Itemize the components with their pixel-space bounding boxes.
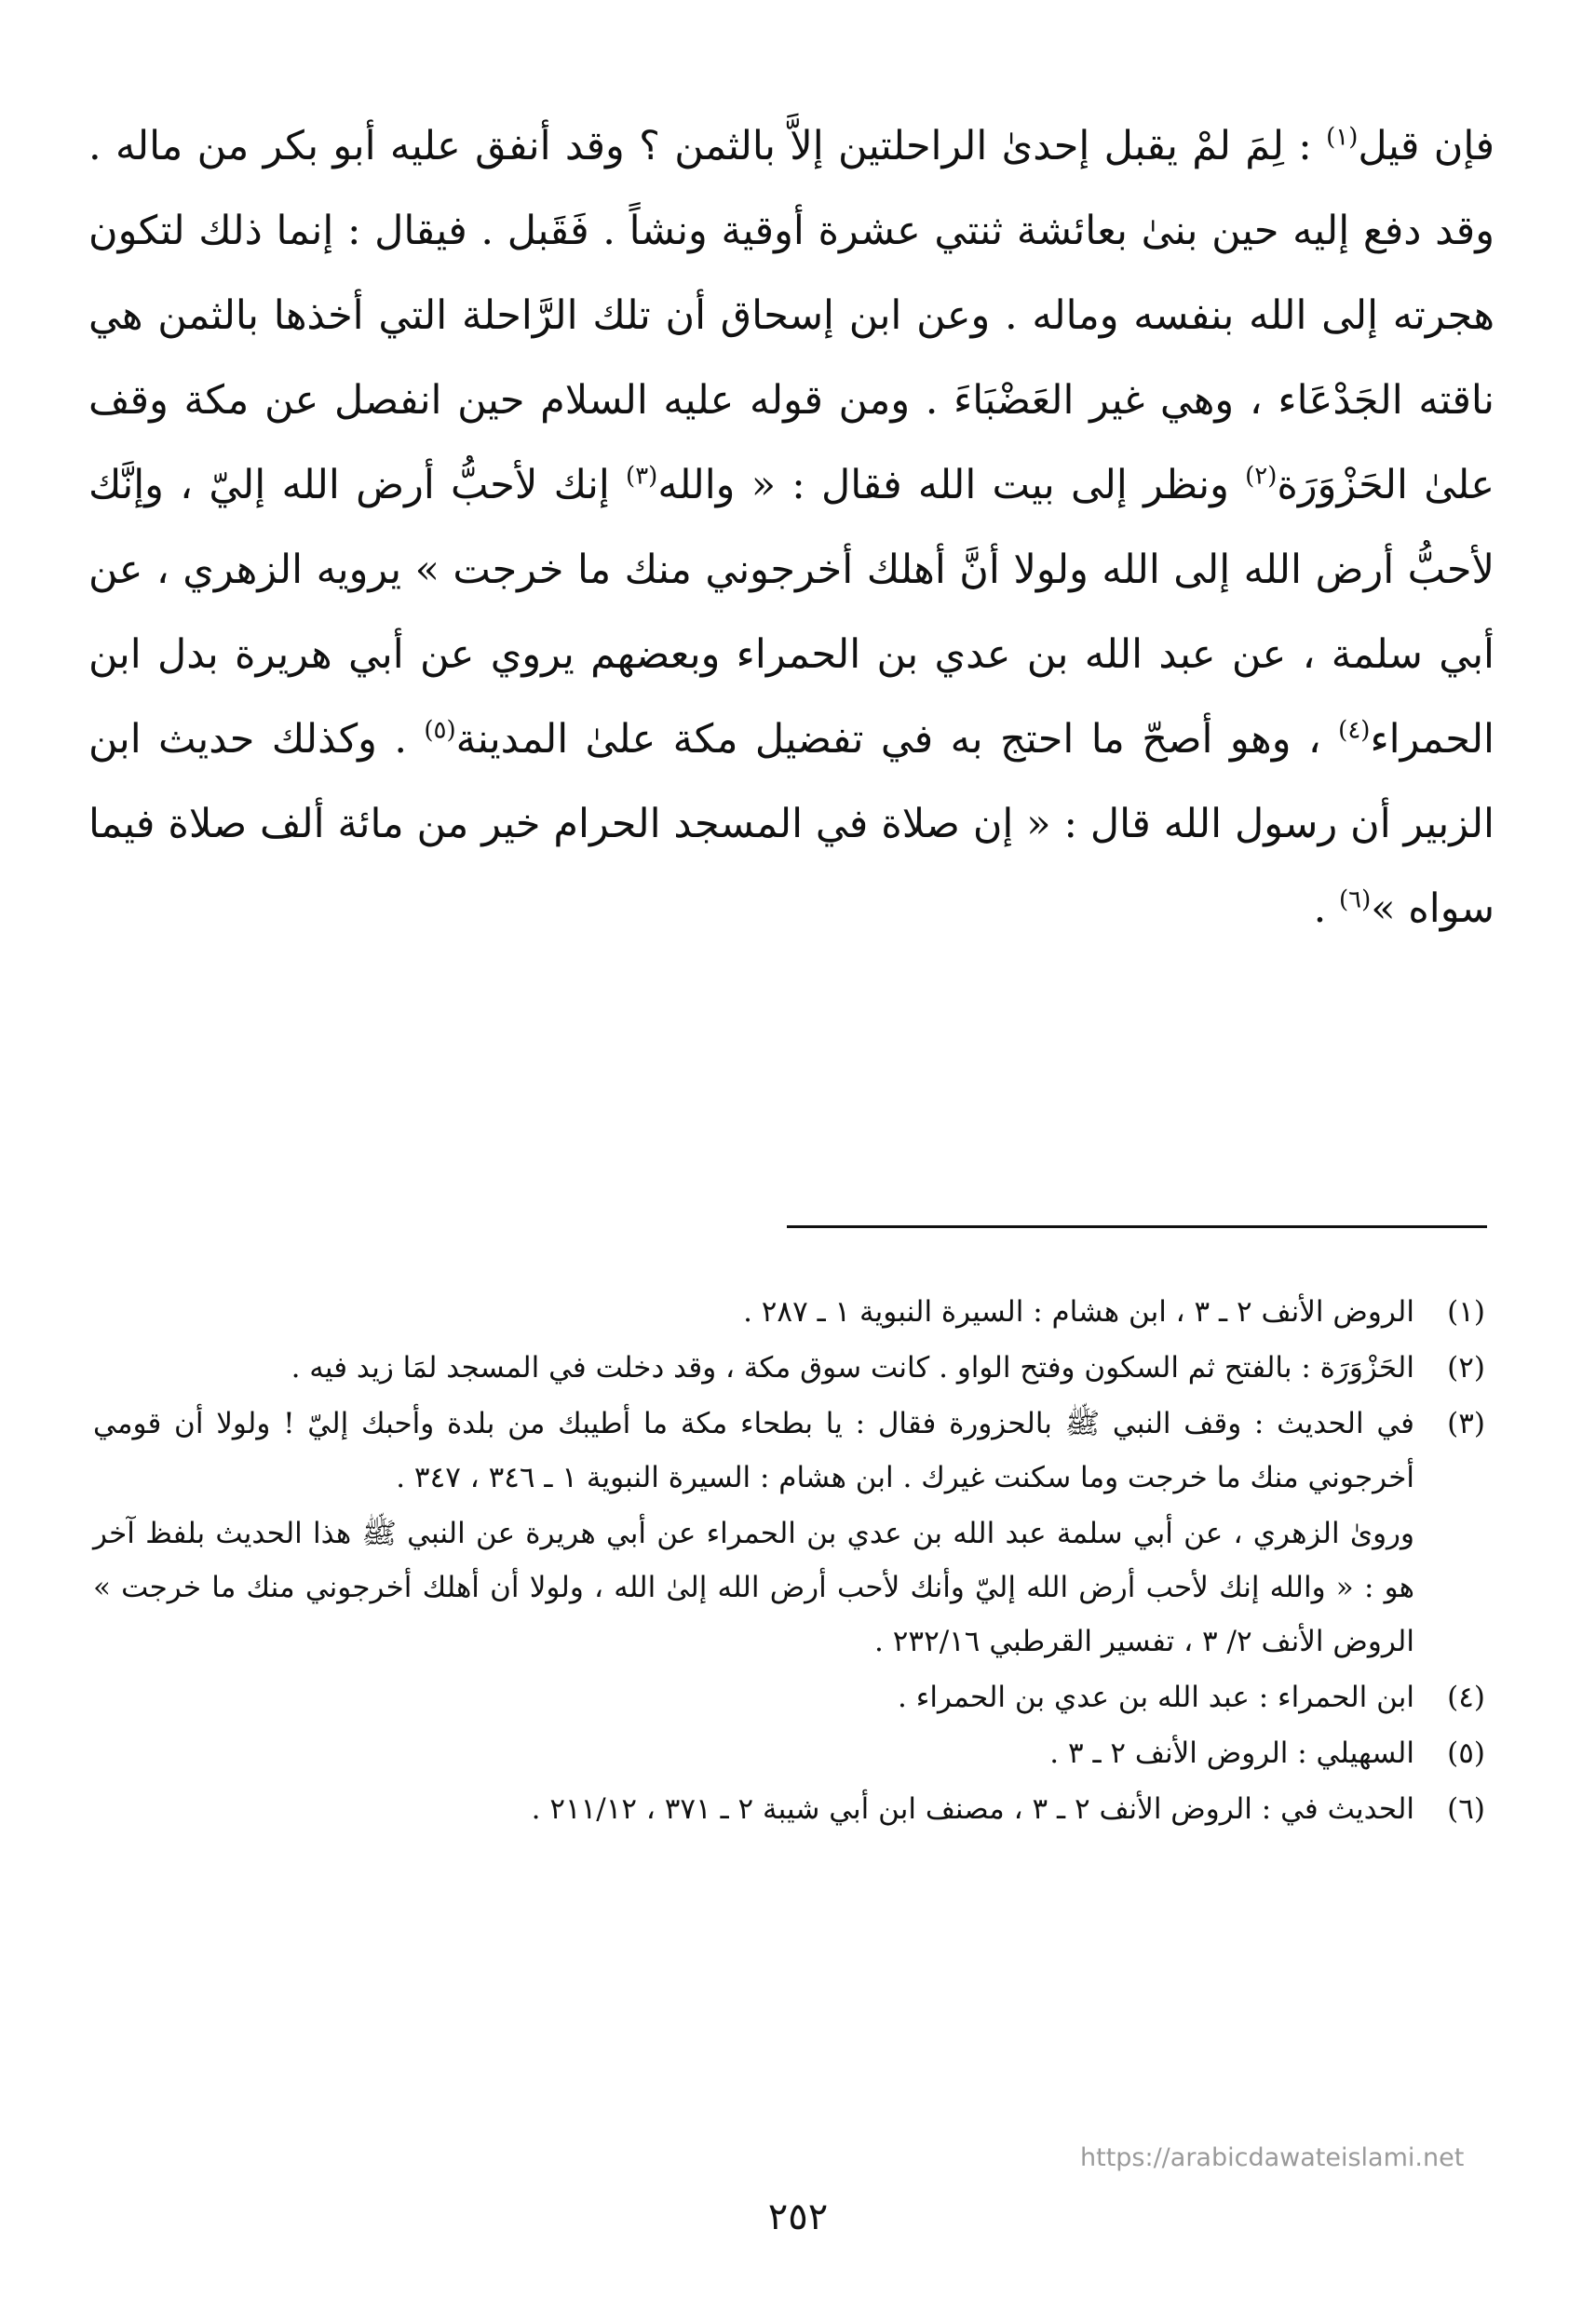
text-segment-7: . xyxy=(1313,885,1340,932)
footnote-ref-5[interactable]: (٥) xyxy=(424,716,456,745)
footnote-number: (٥) xyxy=(1447,1736,1485,1770)
text-segment-4: إنك لأحبُّ أرض الله إليّ ، وإنَّك لأحبُّ أرض الله إلى الله ولولا أنَّ أهلك أخرجوني منك ما خرجت » يرويه الزهري ، عن أبي سلمة ، عن عبد الله بن عدي بن الحمراء وبعضهم يروي عن أبي هريرة بدل ابن الحمراء xyxy=(88,462,1495,763)
text-segment-6: . وكذلك حديث ابن الزبير أن رسول الله قال : « إن صلاة في المسجد الحرام خير من مائة ألف صلاة فيما سواه » xyxy=(88,716,1495,932)
footnote-text: السهيلي : الروض الأنف ٢ ـ ٣ . xyxy=(1049,1736,1414,1770)
page-number: ٢٥٢ xyxy=(767,2196,829,2238)
footnote-3 xyxy=(93,1397,1485,1505)
footnote-number: (٣) xyxy=(1447,1407,1485,1440)
main-paragraph xyxy=(88,104,1495,952)
footnote-number: (٦) xyxy=(1447,1792,1485,1826)
footnote-4 xyxy=(93,1670,1485,1724)
text-segment-5: ، وهو أصحّ ما احتج به في تفضيل مكة علىٰ المدينة xyxy=(455,716,1339,763)
text-segment-1: فإن قيل xyxy=(1358,123,1495,169)
footnote-ref-4[interactable]: (٤) xyxy=(1338,716,1371,745)
footnote-6 xyxy=(93,1782,1485,1836)
watermark-url: https://arabicdawateislami.net xyxy=(1080,2143,1465,2172)
footnote-ref-6[interactable]: (٦) xyxy=(1339,885,1372,914)
footnote-number: (٢) xyxy=(1447,1351,1485,1385)
text-segment-2: : لِمَ لمْ يقبل إحدىٰ الراحلتين إلاَّ بالثمن ؟ وقد أنفق عليه أبو بكر من ماله . وقد دفع إليه حين بنىٰ بعائشة ثنتي عشرة أوقية ونشاً . فَقَبل . فيقال : إنما ذلك لتكون هجرته إلى الله بنفسه وماله . وعن ابن إسحاق أن تلك الرَّاحلة التي أخذها بالثمن هي ناقته الجَدْعَاء ، وهي غير العَضْبَاءَ . ومن قوله عليه السلام حين انفصل عن مكة وقف علىٰ الحَزْوَرَة xyxy=(88,123,1495,508)
footnote-ref-3[interactable]: (٣) xyxy=(626,462,658,491)
footnote-text: في الحديث : وقف النبي ﷺ بالحزورة فقال : يا بطحاء مكة ما أطيبك من بلدة وأحبك إليّ ! ولولا أن قومي أخرجوني منك ما خرجت وما سكنت غيرك . ابن هشام : السيرة النبوية ١ ـ ٣٤٦ ، ٣٤٧ . xyxy=(93,1407,1414,1494)
footnote-1 xyxy=(93,1285,1485,1339)
footnote-text: ابن الحمراء : عبد الله بن عدي بن الحمراء . xyxy=(898,1681,1414,1714)
footnote-2 xyxy=(93,1341,1485,1395)
footnote-text: الحديث في : الروض الأنف ٢ ـ ٣ ، مصنف ابن أبي شيبة ٢ ـ ٣٧١ ، ٢١١/١٢ . xyxy=(531,1792,1414,1826)
footnote-text: الحَزْوَرَة : بالفتح ثم السكون وفتح الواو . كانت سوق مكة ، وقد دخلت في المسجد لمَا زيد فيه . xyxy=(291,1351,1414,1385)
footnote-number: (٤) xyxy=(1447,1681,1485,1714)
footnotes-section xyxy=(93,1285,1485,1838)
main-text-block xyxy=(88,104,1495,952)
footnote-ref-2[interactable]: (٢) xyxy=(1245,462,1278,491)
footnote-5 xyxy=(93,1726,1485,1780)
footnote-separator xyxy=(787,1225,1487,1228)
footnote-number: (١) xyxy=(1447,1295,1485,1329)
text-segment-3: ونظر إلى بيت الله فقال : « والله xyxy=(657,462,1246,508)
footnote-text: الروض الأنف ٢ ـ ٣ ، ابن هشام : السيرة النبوية ١ ـ ٢٨٧ . xyxy=(743,1295,1414,1329)
footnote-3-continuation: ورویٰ الزهري ، عن أبي سلمة عبد الله بن عدي بن الحمراء عن أبي هريرة عن النبي ﷺ هذا الحديث بلفظ آخر هو : « والله إنك لأحب أرض الله إليّ وأنك لأحب أرض الله إلىٰ الله ، ولولا أن أهلك أخرجوني منك ما خرجت » الروض الأنف ٢/ ٣ ، تفسير القرطبي ٢٣٢/١٦ . xyxy=(93,1517,1414,1658)
footnote-ref-1[interactable]: (١) xyxy=(1326,123,1359,152)
